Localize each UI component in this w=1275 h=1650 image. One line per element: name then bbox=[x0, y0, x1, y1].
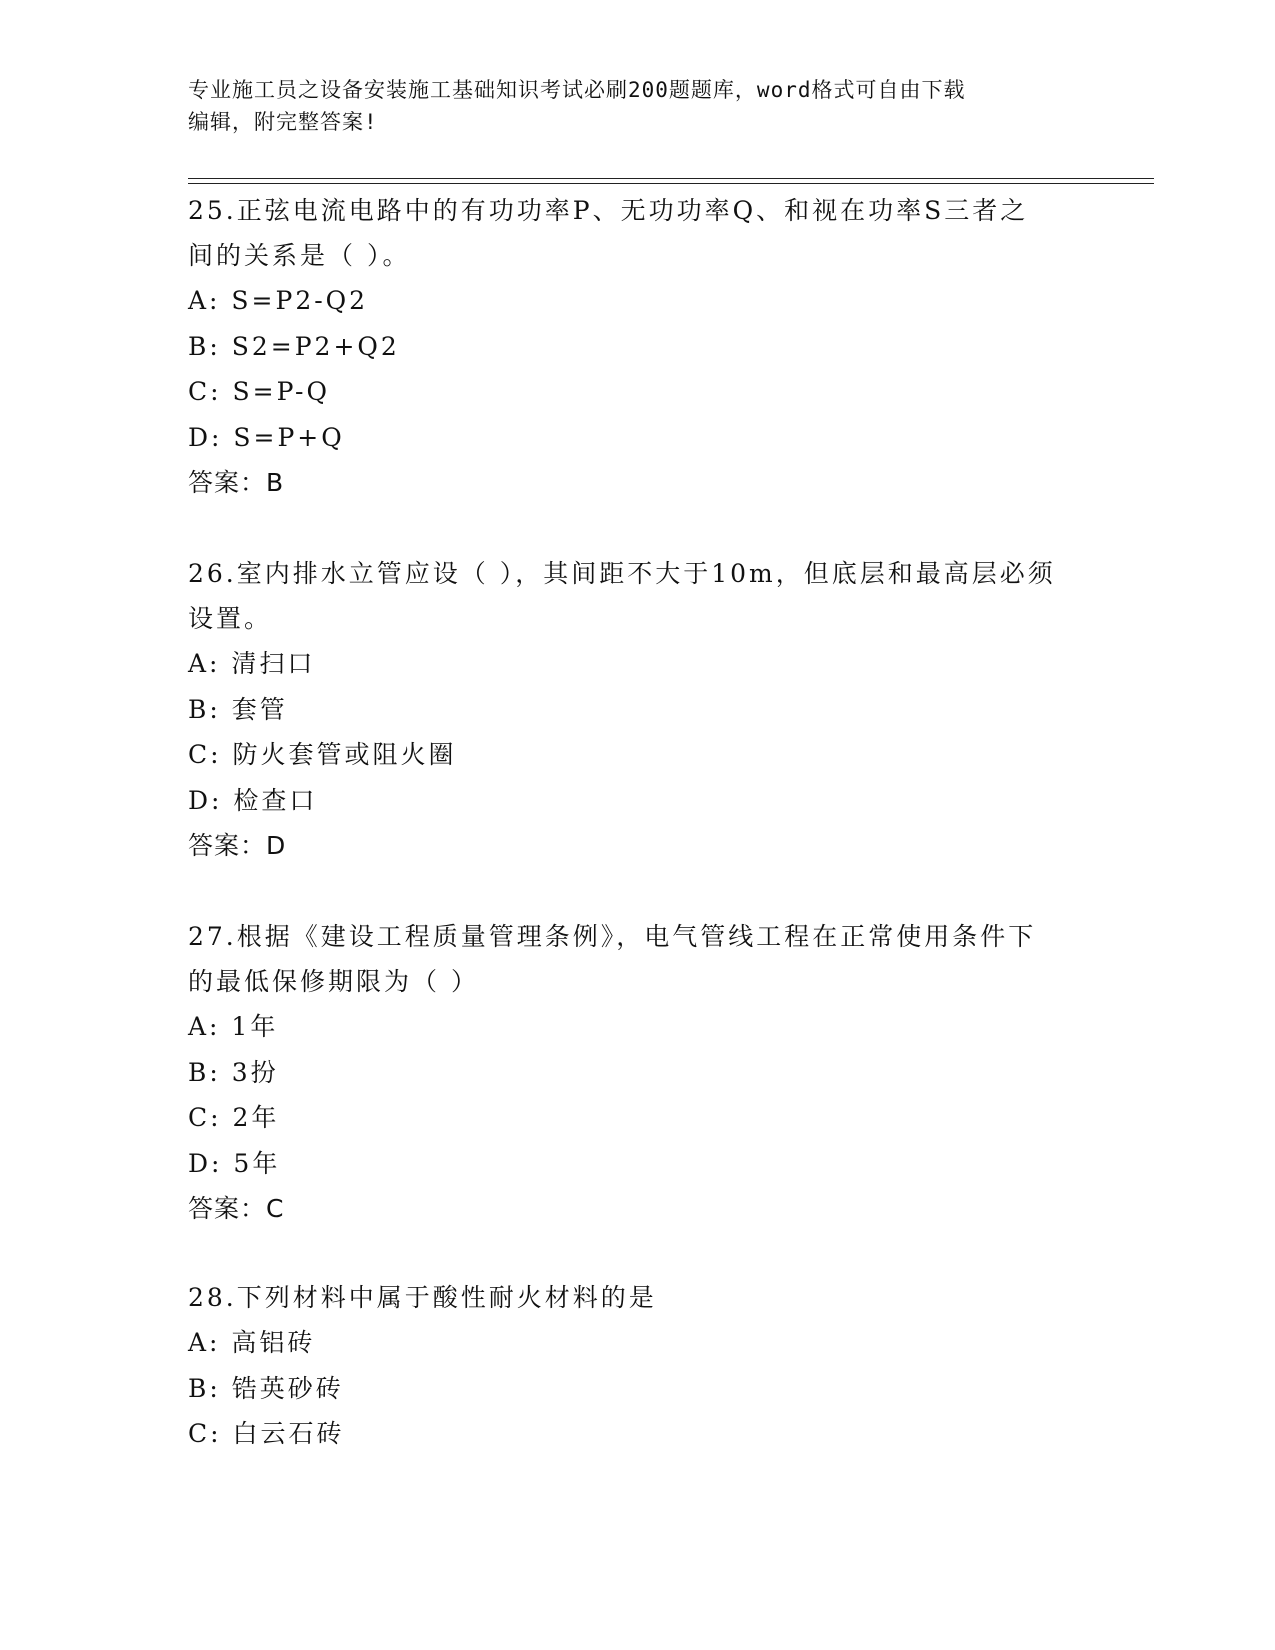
option-a: A: 高铝砖 bbox=[188, 1328, 316, 1357]
option-c: C: 防火套管或阻火圈 bbox=[188, 740, 457, 769]
header-title-line-2: 编辑，附完整答案! bbox=[188, 110, 378, 134]
option-b: B: 锆英砂砖 bbox=[188, 1373, 344, 1403]
answer: 答案：D bbox=[188, 831, 287, 860]
question-stem-line-1: 25.正弦电流电路中的有功功率P、无功功率Q、和视在功率S三者之 bbox=[188, 196, 1029, 225]
option-a: A: S=P2-Q2 bbox=[188, 286, 369, 315]
option-c: C: 白云石砖 bbox=[188, 1419, 345, 1448]
option-d: D: 5年 bbox=[188, 1148, 281, 1178]
answer: 答案：C bbox=[188, 1194, 285, 1223]
question-27 bbox=[188, 914, 1088, 1231]
question-stem-line-1: 26.室内排水立管应设（ ），其间距不大于10m，但底层和最高层必须 bbox=[188, 559, 1056, 588]
question-stem-line-2: 设置。 bbox=[188, 604, 273, 633]
header-divider-bottom bbox=[188, 183, 1154, 184]
option-a: A: 1年 bbox=[188, 1012, 279, 1041]
option-c: C: S=P-Q bbox=[188, 377, 330, 406]
option-b: B: S2=P2+Q2 bbox=[188, 331, 400, 361]
question-stem-line-2: 的最低保修期限为（ ） bbox=[188, 967, 479, 996]
option-c: C: 2年 bbox=[188, 1103, 280, 1132]
question-25 bbox=[188, 188, 1088, 505]
question-stem-line-1: 27.根据《建设工程质量管理条例》，电气管线工程在正常使用条件下 bbox=[188, 922, 1037, 951]
question-stem-line-2: 间的关系是（ ）。 bbox=[188, 241, 411, 270]
option-d: D: 检查口 bbox=[188, 785, 318, 815]
option-b: B: 3扮 bbox=[188, 1057, 279, 1087]
question-26 bbox=[188, 551, 1088, 868]
answer: 答案：B bbox=[188, 468, 285, 497]
header-divider-top bbox=[188, 178, 1154, 179]
option-b: B: 套管 bbox=[188, 694, 288, 724]
option-a: A: 清扫口 bbox=[188, 649, 316, 678]
question-stem-line-1: 28.下列材料中属于酸性耐火材料的是 bbox=[188, 1283, 657, 1312]
header-title-line-1: 专业施工员之设备安装施工基础知识考试必刷200题题库，word格式可自由下载 bbox=[188, 78, 966, 102]
document-header bbox=[188, 74, 1068, 138]
option-d: D: S=P+Q bbox=[188, 422, 345, 452]
question-28 bbox=[188, 1275, 1088, 1457]
